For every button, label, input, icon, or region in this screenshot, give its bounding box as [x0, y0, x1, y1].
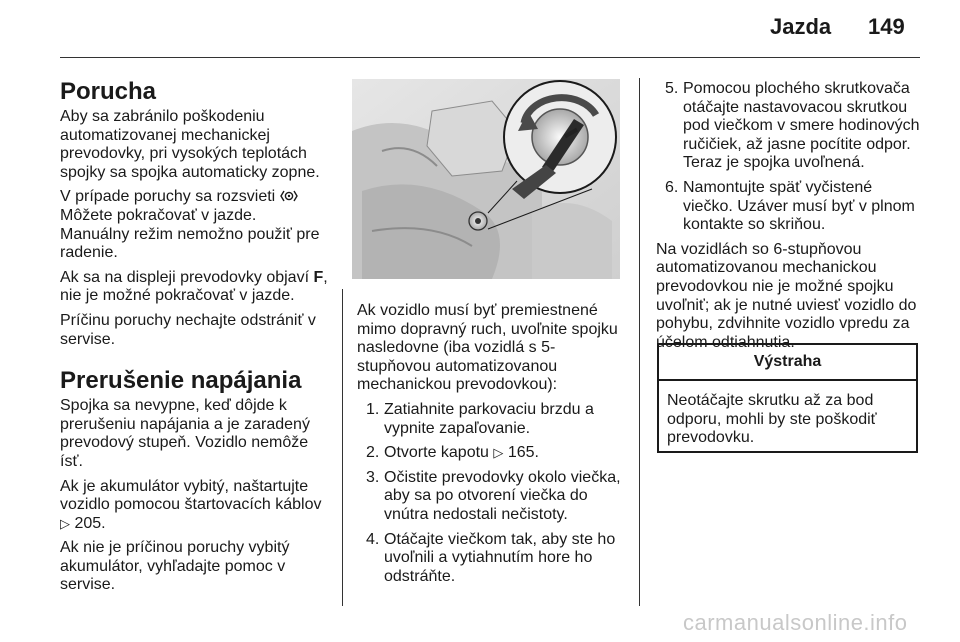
list-item: 1. Zatiahnite parkovaciu brzdu a vypnite zapaľovanie. [366, 400, 594, 437]
list-item: 6. Namontujte späť vyčistené viečko. Uzáver musí byť v plnom kontakte so skriňou. [665, 178, 915, 234]
transmission-adjusting-screw-illustration [342, 71, 628, 289]
gear-warning-icon [280, 188, 298, 205]
header-section-title: Jazda [770, 14, 832, 39]
header-divider [60, 57, 920, 58]
paragraph: Aby sa zabránilo poškodeniu automatizovanej mechanickej prevodovky, pri vysokých teplotách spojky sa spojka automaticky zopne. [60, 108, 320, 181]
column-right [656, 80, 922, 358]
warning-title: Výstraha [659, 345, 916, 381]
paragraph: Príčinu poruchy nechajte odstrániť v servise. [60, 311, 316, 348]
page-reference-icon: ▷ [493, 445, 504, 461]
warning-text: Neotáčajte skrutku až za bod odporu, mohli by ste poškodiť prevodovku. [667, 392, 877, 447]
list-item: 3. Očistite prevodovky okolo viečka, aby sa po otvorení viečka do vnútra nedostali nečistoty. [366, 468, 621, 523]
list-item: 5. Pomocou plochého skrutkovača otáčajte nastavovacou skrutkou pod viečkom v smere hodinových ručičiek, až jasne pocítite odpor. Teraz je spojka uvoľnená. [665, 80, 920, 172]
paragraph: Ak nie je príčinou poruchy vybitý akumulátor, vyhľadajte pomoc v servise. [60, 539, 290, 594]
paragraph: V prípade poruchy sa rozsvieti Môžete pokračovať v jazde. Manuálny režim nemožno použiť pre radenie. [60, 188, 320, 262]
step-list [656, 80, 922, 235]
heading-prerusenie-napajania: Prerušenie napájania [60, 367, 302, 395]
column-middle [357, 302, 627, 592]
paragraph: Na vozidlách so 6-stupňovou automatizovanou mechanickou prevodovkou nie je možné spojku uvoľniť; ak je nutné uviesť vozidlo do pohybu, zdvihnite vozidlo vpredu za účelom odtiahnutia. [656, 240, 917, 351]
heading-porucha: Porucha [60, 78, 157, 105]
list-item: 4. Otáčajte viečkom tak, aby ste ho uvoľnili a vytiahnutím hore ho odstráňte. [366, 530, 616, 585]
column-left [60, 78, 328, 601]
list-item: 2. Otvorte kapotu ▷ 165. [366, 444, 539, 462]
page-reference-icon: ▷ [60, 515, 70, 531]
paragraph: Ak je akumulátor vybitý, naštartujte vozidlo pomocou štartovacích káblov ▷ 205. [60, 477, 322, 532]
page-number: 149 [868, 14, 905, 39]
step-list [357, 401, 627, 586]
column-divider-2 [639, 78, 640, 606]
page-reference-link[interactable]: 165. [507, 444, 539, 462]
paragraph: Ak sa na displeji prevodovky objaví F, nie je možné pokračovať v jazde. [60, 268, 328, 305]
page-reference-link[interactable]: 205. [74, 514, 106, 532]
paragraph: Spojka sa nevypne, keď dôjde k prerušeniu napájania a je zaradený prevodový stupeň. Vozidlo nemôže ísť. [60, 397, 310, 470]
paragraph: Ak vozidlo musí byť premiestnené mimo dopravný ruch, uvoľnite spojku nasledovne (iba vozidlá s 5-stupňovou automatizovanou mechanickou prevodovkou): [357, 302, 618, 394]
warning-box [657, 343, 918, 453]
watermark: carmanualsonline.info [683, 610, 908, 635]
